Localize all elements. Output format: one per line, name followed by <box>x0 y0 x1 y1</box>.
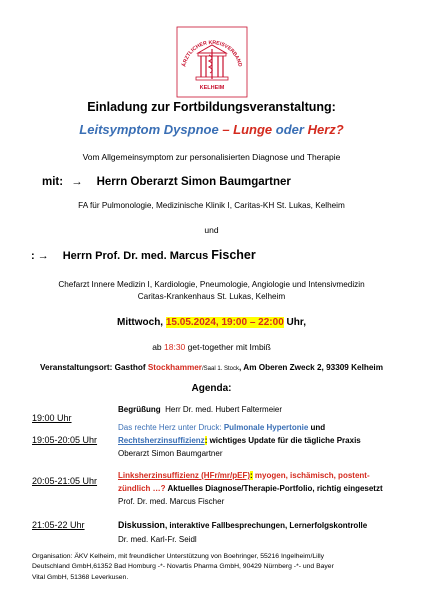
event-date-time: 15.05.2024, 19:00 – 22:00 <box>165 317 284 328</box>
talk1-part4: Rechtsherzinsuffizienz <box>118 436 205 445</box>
discussion-text: , interaktive Fallbesprechungen, Lernerfolgskontrolle <box>164 521 368 530</box>
page-title: Einladung zur Fortbildungsveranstaltung: <box>87 100 336 114</box>
talk1-part5: wichtiges Update für die tägliche Praxis <box>207 436 361 445</box>
agenda-time-1: 19:00 Uhr <box>32 413 72 423</box>
subtitle-lunge: Lunge <box>233 122 273 137</box>
und-text: und <box>204 225 219 235</box>
venue-room: /Saal 1. Stock <box>202 366 240 372</box>
agenda-talk1-line2 <box>118 436 361 445</box>
organisation-note <box>32 552 402 583</box>
speaker2-role-line2: Caritas-Krankenhaus St. Lukas, Kelheim <box>137 292 286 301</box>
subtitle-oder: oder <box>272 122 308 137</box>
event-weekday: Mittwoch, <box>116 317 166 328</box>
agenda-talk2-line2 <box>118 484 383 493</box>
greeting-label: Begrüßung <box>118 405 161 414</box>
talk1-colon: : <box>204 436 208 445</box>
talk2-part2: myogen, ischämisch, postent- <box>252 471 370 480</box>
arrow-icon: → <box>71 176 83 188</box>
venue-line <box>0 363 423 372</box>
talk2-colon: : <box>250 471 253 480</box>
talk1-part1: Das rechte Herz unter Druck: <box>118 423 224 432</box>
logo-bottom-text: KELHEIM <box>199 85 225 91</box>
talk1-part2: Pulmonale Hypertonie <box>223 423 309 432</box>
talk2-part3: zündlich …? <box>118 484 166 493</box>
agenda-talk1-presenter: Oberarzt Simon Baumgartner <box>118 449 223 458</box>
agenda-greeting <box>118 405 282 414</box>
agenda-time-3: 20:05-21:05 Uhr <box>32 476 98 486</box>
speaker1-line <box>42 176 291 188</box>
agenda-discussion-presenter: Dr. med. Karl-Fr. Seidl <box>118 535 197 544</box>
speaker2-name <box>63 250 256 262</box>
get-together-time: 18:30 <box>164 342 186 352</box>
agenda-talk2-line1 <box>118 471 370 480</box>
get-together-line <box>0 342 423 352</box>
speaker2-line <box>31 248 256 262</box>
talk2-part1: Linksherzinsuffizienz (HFr/mr/pEF) <box>118 471 251 480</box>
agenda-talk1-line1 <box>118 423 325 432</box>
speaker2-name-prefix: Herrn Prof. Dr. med. Marcus <box>62 250 212 262</box>
agenda-discussion <box>118 520 367 530</box>
subtitle-dash: – <box>218 122 234 137</box>
venue-name: Stockhammer <box>147 363 202 372</box>
agenda-heading: Agenda: <box>191 383 232 394</box>
event-uhr: Uhr, <box>283 317 306 328</box>
venue-address: , Am Oberen Zweck 2, 93309 Kelheim <box>239 363 383 372</box>
venue-label: Veranstaltungsort: Gasthof <box>40 363 148 372</box>
talk2-part4: Aktuelles Diagnose/Therapie-Portfolio, richtig eingesetzt <box>165 484 383 493</box>
organisation-line1: Organisation: ÄKV Kelheim, mit freundlicher Unterstützung von Boehringer, 55216 Ingelheim/Lilly <box>32 553 325 560</box>
speaker2-role-line1: Chefarzt Innere Medizin I, Kardiologie, Pneumologie, Angiologie und Intensivmedizin <box>58 280 365 289</box>
logo-emblem <box>175 25 249 99</box>
greeting-text: Herr Dr. med. Hubert Faltermeier <box>165 405 283 414</box>
agenda-time-2: 19:05-20:05 Uhr <box>32 435 98 445</box>
discussion-label: Diskussion <box>118 520 165 530</box>
agenda-time-4: 21:05-22 Uhr <box>32 520 85 530</box>
speaker1-role: FA für Pulmonologie, Medizinische Klinik I, Caritas-KH St. Lukas, Kelheim <box>78 201 345 210</box>
organisation-line2: Deutschland GmbH,61352 Bad Homburg -*- Novartis Pharma GmbH, 90429 Nürnberg -*- und Bayer <box>32 563 334 571</box>
talk1-part3: und <box>308 423 326 432</box>
arrow-icon: → <box>37 250 49 262</box>
association-logo <box>175 25 249 99</box>
event-subtitle <box>0 122 423 137</box>
speaker1-name: Herrn Oberarzt Simon Baumgartner <box>96 176 291 188</box>
organisation-line3: Vital GmbH, 51368 Leverkusen. <box>32 573 129 581</box>
speaker2-name-last: Fischer <box>211 248 256 262</box>
mit-label: mit: <box>42 176 64 188</box>
ab-suffix: get-together mit Imbiß <box>185 342 271 352</box>
intro-text: Vom Allgemeinsymptom zur personalisierten Diagnose und Therapie <box>82 152 341 162</box>
subtitle-topic: Leitsymptom Dyspnoe <box>79 122 219 137</box>
colon-label: : <box>31 250 35 262</box>
logo-arc-text: ÄRZTLICHER KREISVERBAND <box>181 39 243 68</box>
agenda-talk2-presenter: Prof. Dr. med. Marcus Fischer <box>118 497 225 506</box>
ab-prefix: ab <box>152 342 165 352</box>
event-date-line <box>0 317 423 328</box>
subtitle-herz: Herz? <box>307 122 344 137</box>
